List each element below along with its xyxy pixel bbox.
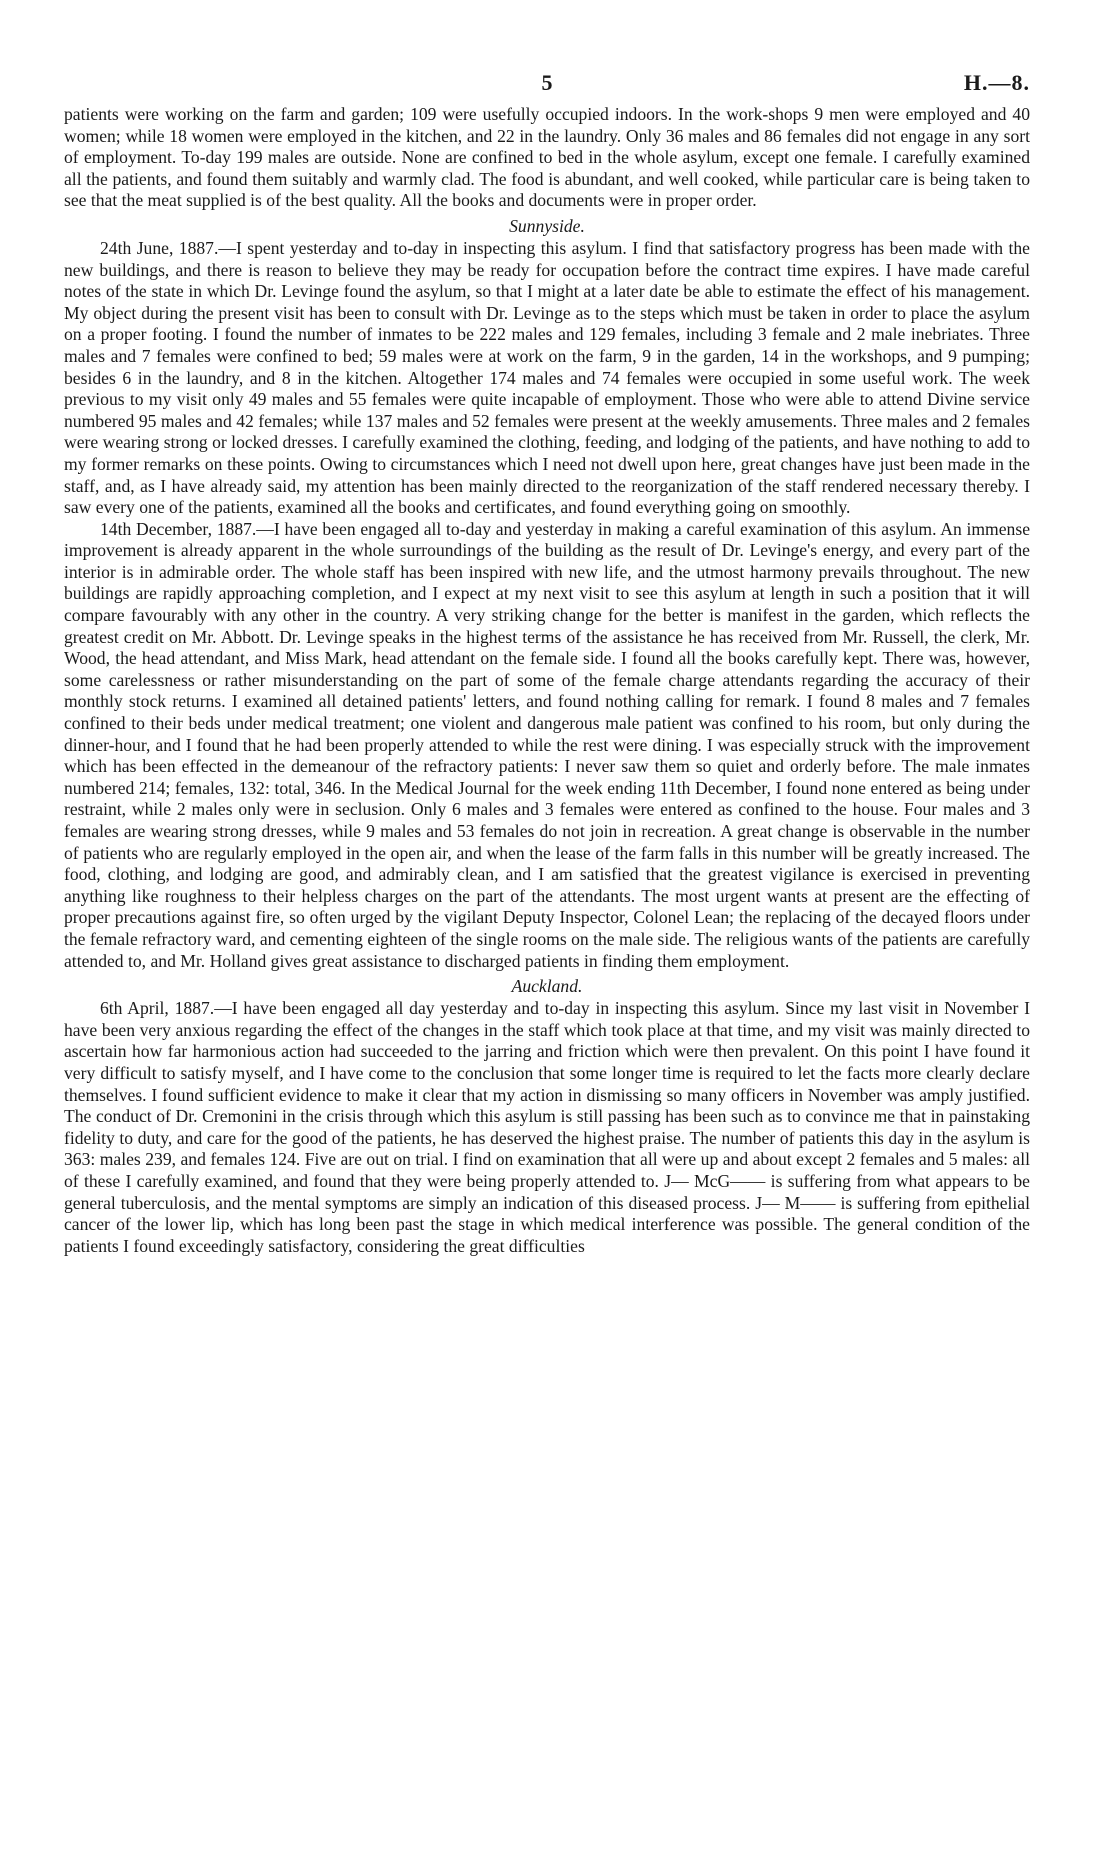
document-code: H.—8.	[963, 70, 1030, 95]
page-header	[64, 70, 1030, 104]
paragraph-auckland-april: 6th April, 1887.—I have been engaged all day yesterday and to-day in inspecting this asylum. Since my last visit in November I have been very anxious regarding the effect of the changes in the staff which took place at that time, and my visit was mainly directed to ascertain how far harmonious action had succeeded to the jarring and friction which were then prevalent. On this point I have found it very difficult to satisfy myself, and I have come to the conclusion that some longer time is required to let the facts more clearly declare themselves. I found sufficient evidence to make it clear that my action in dismissing so many officers in November was amply justified. The conduct of Dr. Cremonini in the crisis through which this asylum is still passing has been such as to convince me that in painstaking fidelity to duty, and care for the good of the patients, he has deserved the highest praise. The number of patients this day in the asylum is 363: males 239, and females 124. Five are out on trial. I find on examination that all were up and about except 2 females and 5 males: all of these I carefully examined, and found that they were being properly attended to. J— McG—— is suffering from what appears to be general tuberculosis, and the mental symptoms are simply an indication of this diseased process. J— M—— is suffering from epithelial cancer of the lower lip, which has long been past the stage in which medical interference was possible. The general condition of the patients I found exceedingly satisfactory, considering the great difficulties	[64, 998, 1030, 1256]
section-heading-auckland: Auckland.	[511, 976, 583, 997]
intro-paragraph: patients were working on the farm and garden; 109 were usefully occupied indoors. In the work-shops 9 men were employed and 40 women; while 18 women were employed in the kitchen, and 22 in the laundry. Only 36 males and 86 females did not engage in any sort of employment. To-day 199 males are outside. None are confined to bed in the whole asylum, except one female. I carefully examined all the patients, and found them suitably and warmly clad. The food is abundant, and well cooked, while particular care is being taken to see that the meat supplied is of the best quality. All the books and documents were in proper order.	[64, 104, 1030, 211]
page-number: 5	[541, 70, 553, 95]
paragraph-sunnyside-december: 14th December, 1887.—I have been engaged all to-day and yesterday in making a careful examination of this asylum. An immense improvement is already apparent in the whole surroundings of the building as the result of Dr. Levinge's energy, and every part of the interior is in admirable order. The whole staff has been inspired with new life, and the utmost harmony prevails throughout. The new buildings are rapidly approaching completion, and I expect at my next visit to see this asylum at length in such a position that it will compare favourably with any other in the country. A very striking change for the better is manifest in the garden, which reflects the greatest credit on Mr. Abbott. Dr. Levinge speaks in the highest terms of the assistance he has received from Mr. Russell, the clerk, Mr. Wood, the head attendant, and Miss Mark, head attendant on the female side. I found all the books carefully kept. There was, however, some carelessness or rather misunderstanding on the part of some of the female charge attendants regarding the accuracy of their monthly stock returns. I examined all detained patients' letters, and found nothing calling for remark. I found 8 males and 7 females confined to their beds under medical treatment; one violent and dangerous male patient was confined to his room, but only during the dinner-hour, and I found that he had been properly attended to while the rest were dining. I was especially struck with the improvement which has been effected in the demeanour of the refractory patients: I never saw them so quiet and orderly before. The male inmates numbered 214; females, 132: total, 346. In the Medical Journal for the week ending 11th December, I found none entered as being under restraint, while 2 males only were in seclusion. Only 6 males and 3 females were entered as confined to the house. Four males and 3 females are wearing strong dresses, while 9 males and 53 females do not join in recreation. A great change is observable in the number of patients who are regularly employed in the open air, and when the lease of the farm falls in this number will be greatly increased. The food, clothing, and lodging are good, and admirably clean, and I am satisfied that the greatest vigilance is exercised in preventing anything like roughness to their helpless charges on the part of the attendants. The most urgent wants at present are the effecting of proper precautions against fire, so often urged by the vigilant Deputy Inspector, Colonel Lean; the replacing of the decayed floors under the female refractory ward, and cementing eighteen of the single rooms on the male side. The religious wants of the patients are carefully attended to, and Mr. Holland gives great assistance to discharged patients in finding them employment.	[64, 518, 1030, 971]
document-page	[64, 70, 1030, 1257]
body-text	[64, 104, 1030, 1257]
paragraph-sunnyside-june: 24th June, 1887.—I spent yesterday and to-day in inspecting this asylum. I find that satisfactory progress has been made with the new buildings, and there is reason to believe they may be ready for occupation before the contract time expires. I have made careful notes of the state in which Dr. Levinge found the asylum, so that I might at a later date be able to estimate the effect of his management. My object during the present visit has been to consult with Dr. Levinge as to the steps which must be taken in order to place the asylum on a proper footing. I found the number of inmates to be 222 males and 129 females, including 3 female and 2 male inebriates. Three males and 7 females were confined to bed; 59 males were at work on the farm, 9 in the garden, 14 in the workshops, and 9 pumping; besides 6 in the laundry, and 8 in the kitchen. Altogether 174 males and 74 females were occupied in some useful work. The week previous to my visit only 49 males and 55 females were quite incapable of employment. Those who were able to attend Divine service numbered 95 males and 42 females; while 137 males and 52 females were present at the weekly amusements. Three males and 2 females were wearing strong or locked dresses. I carefully examined the clothing, feeding, and lodging of the patients, and have nothing to add to my former remarks on these points. Owing to circumstances which I need not dwell upon here, great changes have just been made in the staff, and, as I have already said, my attention has been mainly directed to the reorganization of the staff rendered necessary thereby. I saw every one of the patients, examined all the books and certificates, and found everything going on smoothly.	[64, 237, 1030, 518]
section-heading-sunnyside: Sunnyside.	[509, 215, 585, 236]
